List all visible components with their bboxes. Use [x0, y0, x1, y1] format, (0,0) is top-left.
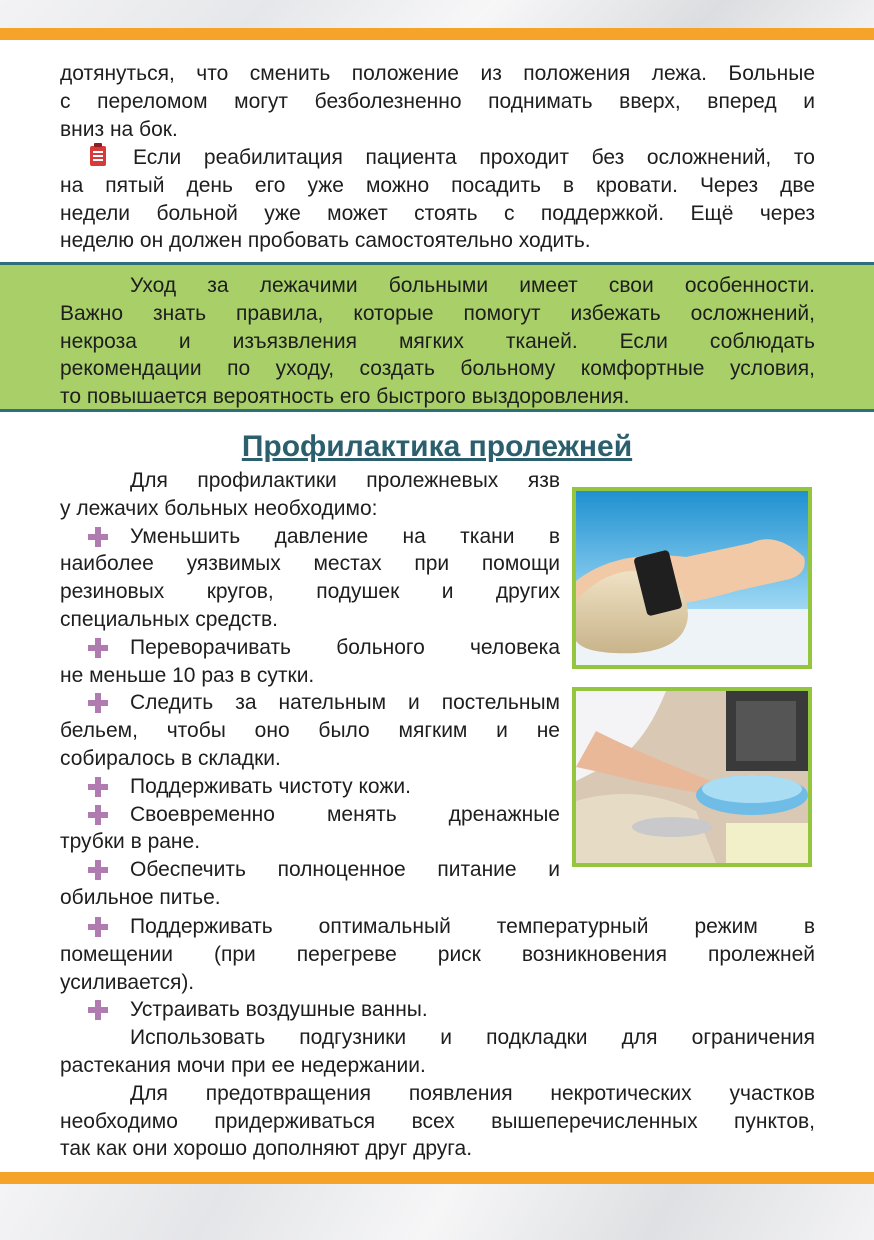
- list-item: [60, 773, 560, 801]
- paragraph-rehabilitation: [60, 144, 815, 255]
- text-span: Устраивать воздушные ванны.: [130, 998, 428, 1022]
- text-line: трубки в ране.: [60, 830, 201, 854]
- section-title: Профилактика пролежней: [241, 430, 633, 463]
- list-item: [60, 689, 560, 717]
- text-span: Поддерживать чистоту кожи.: [130, 774, 411, 798]
- text-line: усиливается).: [60, 970, 195, 994]
- patient-care-illustration: [576, 691, 808, 863]
- text-line: Уход за лежачими больными имеет свои особенности.: [130, 274, 815, 297]
- text-line: с переломом могут безболезненно поднимать вверх, вперед и: [60, 89, 815, 113]
- text-line: специальных средств.: [60, 607, 278, 631]
- bottom-orange-stripe: [0, 1172, 874, 1184]
- text-line: недели больной уже может стоять с поддержкой. Ещё через: [60, 201, 815, 225]
- text-line: некроза и изъязвления мягких тканей. Если соблюдать: [60, 329, 815, 353]
- clipboard-icon: [90, 146, 106, 166]
- text-line: то повышается вероятность его быстрого выздоровления.: [60, 385, 630, 409]
- text-line: вниз на бок.: [60, 117, 178, 141]
- text-line: помещении (при перегреве риск возникновения пролежней: [60, 942, 815, 966]
- text-span: Уменьшить давление на ткани в: [130, 524, 560, 548]
- patient-care-photo: [572, 687, 812, 867]
- text-line: Использовать подгузники и подкладки для ограничения: [130, 1026, 815, 1050]
- text-span: Своевременно менять дренажные: [130, 802, 560, 826]
- bottom-decor-band: [0, 1184, 874, 1240]
- list-item: [60, 801, 560, 829]
- heel-cushion-photo: [572, 487, 812, 669]
- plus-icon: [88, 917, 108, 937]
- list-item: [60, 634, 560, 662]
- text-line: бельем, чтобы оно было мягким и не: [60, 719, 560, 743]
- text-line: Для предотвращения появления некротических участков: [130, 1081, 815, 1105]
- text-span: Если реабилитация пациента проходит без осложнений, то: [133, 146, 815, 169]
- text-line: Важно знать правила, которые помогут избежать осложнений,: [60, 301, 815, 325]
- text-span: Поддерживать оптимальный температурный режим в: [130, 915, 815, 938]
- prevention-list: [60, 467, 560, 912]
- text-line: у лежачих больных необходимо:: [60, 496, 378, 520]
- text-line: необходимо придерживаться всех вышеперечисленных пунктов,: [60, 1109, 815, 1133]
- plus-icon: [88, 638, 108, 658]
- plus-icon: [88, 527, 108, 547]
- list-item: [60, 913, 815, 941]
- prevention-list-continued: [60, 913, 815, 1163]
- text-line: обильное питье.: [60, 885, 221, 909]
- text-line: растекания мочи при ее недержании.: [60, 1053, 426, 1077]
- plus-icon: [88, 860, 108, 880]
- text-line: не меньше 10 раз в сутки.: [60, 663, 315, 687]
- list-item: [60, 856, 560, 884]
- heel-cushion-illustration: [576, 491, 808, 665]
- paragraph-continuation: [60, 60, 815, 143]
- text-line: на пятый день его уже можно посадить в кровати. Через две: [60, 173, 815, 197]
- text-line: собиралось в складки.: [60, 746, 281, 770]
- text-line: рекомендации по уходу, создать больному комфортные условия,: [60, 357, 815, 381]
- callout-text: [60, 272, 815, 411]
- plus-icon: [88, 1000, 108, 1020]
- text-span: Переворачивать больного человека: [130, 635, 560, 659]
- list-item: [60, 996, 815, 1024]
- plus-icon: [88, 693, 108, 713]
- plus-icon: [88, 805, 108, 825]
- top-decor-band: [0, 0, 874, 30]
- text-span: Обеспечить полноценное питание и: [130, 858, 560, 882]
- text-line: дотянуться, что сменить положение из положения лежа. Больные: [60, 62, 815, 85]
- text-line: так как они хорошо дополняют друг друга.: [60, 1137, 473, 1161]
- text-span: Следить за нательным и постельным: [130, 691, 560, 715]
- text-line: Для профилактики пролежневых язв: [130, 469, 560, 492]
- text-line: [60, 144, 815, 172]
- text-line: наиболее уязвимых местах при помощи: [60, 552, 560, 576]
- text-line: неделю он должен пробовать самостоятельно ходить.: [60, 229, 591, 253]
- plus-icon: [88, 777, 108, 797]
- list-item: [60, 523, 560, 551]
- top-orange-stripe: [0, 28, 874, 40]
- text-line: резиновых кругов, подушек и других: [60, 580, 560, 604]
